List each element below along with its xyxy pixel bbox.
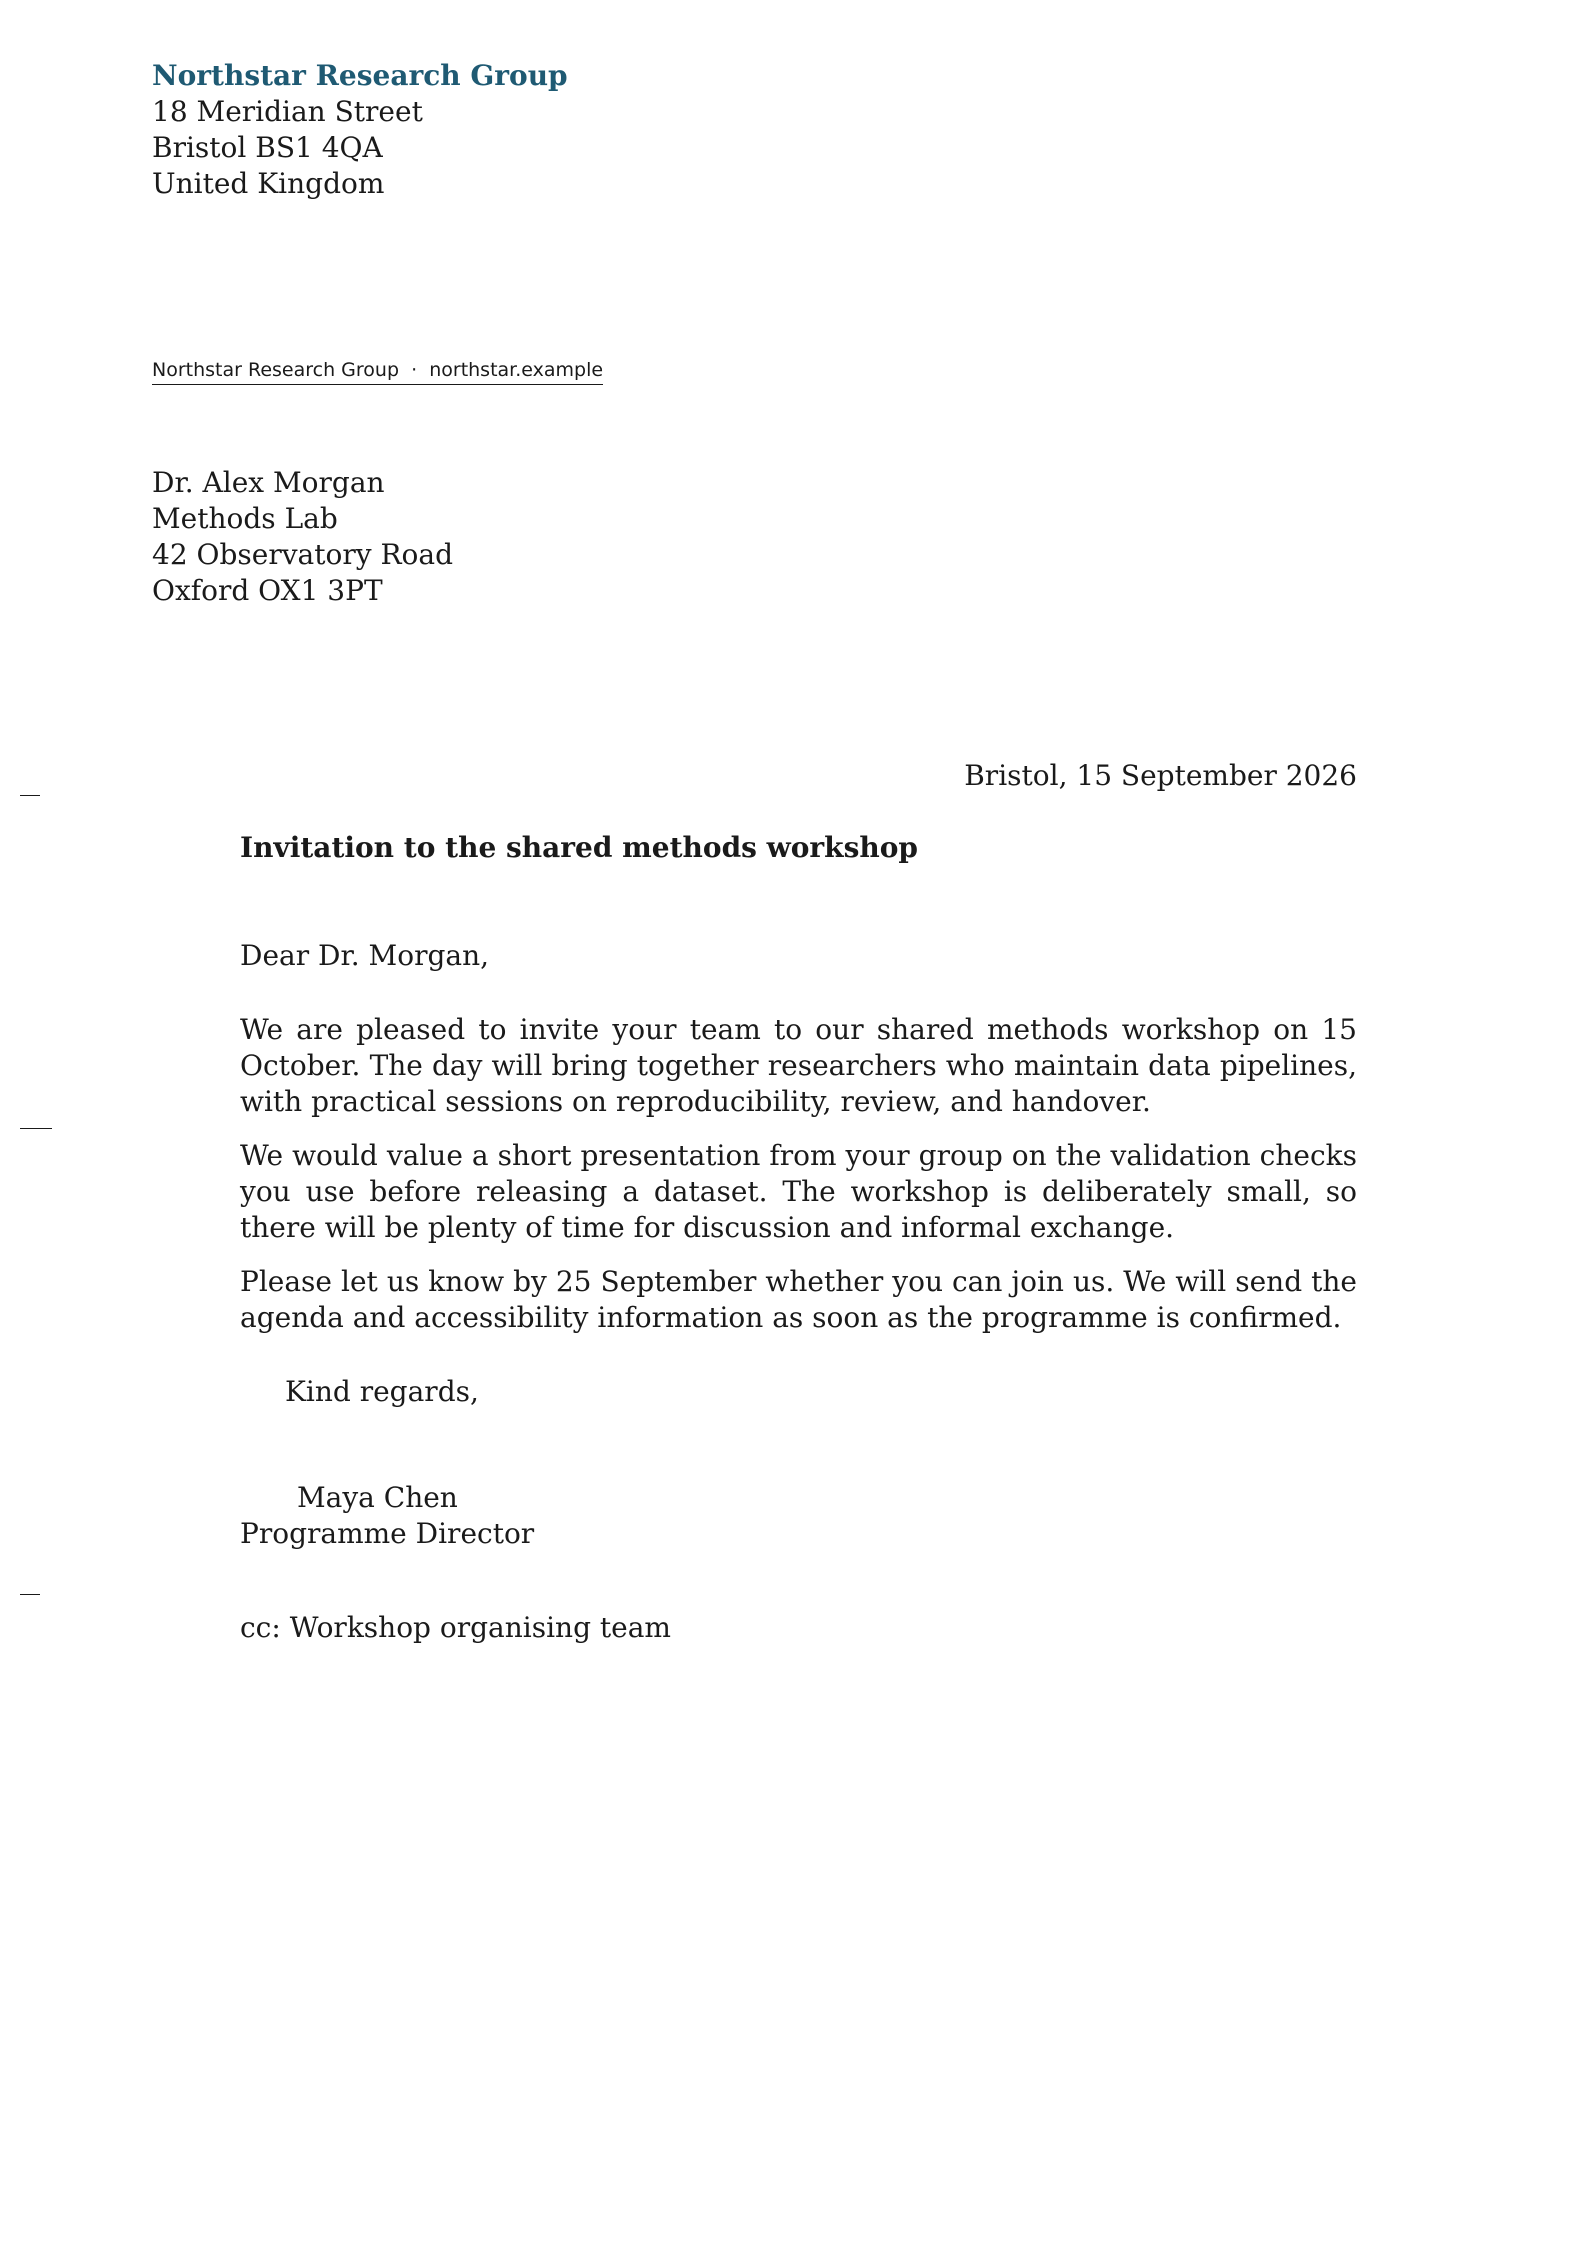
signature-name: Maya Chen	[297, 1481, 458, 1514]
sender-address-line: Bristol BS1 4QA	[152, 131, 383, 164]
recipient-line: 42 Observatory Road	[152, 538, 454, 571]
sender-organization: Northstar Research Group	[152, 59, 568, 92]
body-paragraph: Please let us know by 25 September whether you can join us. We will send the agenda and accessibility information as soon as the programme is confirmed.	[240, 1265, 1357, 1334]
return-address-line: Northstar Research Group · northstar.example	[152, 358, 603, 385]
recipient-line: Oxford OX1 3PT	[152, 574, 383, 607]
signature-title: Programme Director	[240, 1517, 535, 1550]
letter-content	[240, 830, 1357, 1646]
date-line: Bristol, 15 September 2026	[964, 759, 1357, 792]
fold-mark-top	[20, 795, 40, 796]
fold-mark-bottom	[20, 1594, 40, 1595]
recipient-block	[152, 465, 453, 609]
sender-address-line: 18 Meridian Street	[152, 95, 423, 128]
subject-line: Invitation to the shared methods workshop	[240, 831, 918, 864]
sender-address-line: United Kingdom	[152, 167, 385, 200]
cc-line: cc: Workshop organising team	[240, 1611, 671, 1644]
signature-block	[240, 1480, 1357, 1552]
body-paragraph: We would value a short presentation from your group on the validation checks you use before releasing a dataset. The workshop is deliberately small, so there will be plenty of time for discussion and informal exchange.	[240, 1139, 1357, 1244]
closing: Kind regards,	[285, 1375, 479, 1408]
body-paragraph: We are pleased to invite your team to our shared methods workshop on 15 October. The day will bring together researchers who maintain data pipelines, with practical sessions on reproducibility, review, and handover.	[240, 1013, 1357, 1118]
recipient-line: Dr. Alex Morgan	[152, 466, 385, 499]
recipient-line: Methods Lab	[152, 502, 338, 535]
fold-mark-middle	[20, 1128, 52, 1129]
sender-block	[152, 58, 568, 202]
salutation: Dear Dr. Morgan,	[240, 939, 490, 972]
